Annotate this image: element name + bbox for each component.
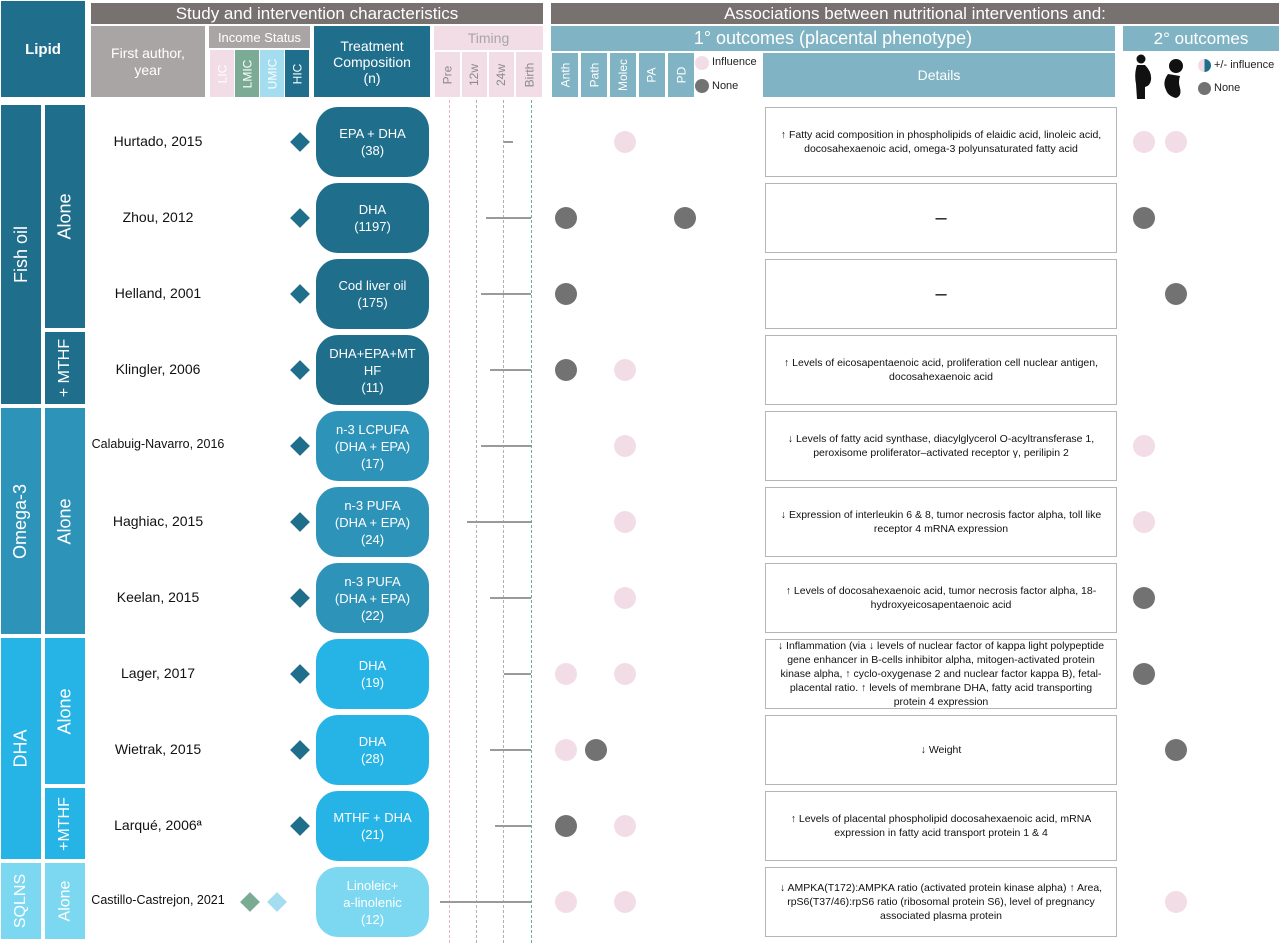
income-marker-hic: [290, 436, 310, 456]
secondary-maternal-none-dot: [1133, 663, 1155, 685]
detail-box: –: [765, 259, 1117, 329]
secondary-maternal-influence-dot: [1133, 511, 1155, 533]
primary-anth-none-dot: [555, 815, 577, 837]
subgroup-dha-mthf: [45, 788, 85, 859]
timing-bar: [504, 141, 513, 143]
first-author-line2: year: [134, 61, 162, 78]
legend-none-dot: [695, 79, 709, 93]
study-author: Wietrak, 2015: [114, 741, 202, 757]
primary-anth-none-dot: [555, 359, 577, 381]
income-marker-lmic: [240, 892, 260, 912]
secondary-infant-influence-dot: [1165, 891, 1187, 913]
timing-pre-label: Pre: [440, 65, 455, 84]
timing-birth-label: Birth: [522, 62, 536, 87]
income-marker-hic: [290, 816, 310, 836]
treatment-composition: [316, 335, 429, 405]
treatment-line: DHA: [358, 202, 387, 217]
detail-box: ↓ Expression of interleukin 6 & 8, tumor necrosis factor alpha, toll like receptor 4 mRNA expression: [765, 487, 1117, 557]
study-author: Helland, 2001: [114, 285, 202, 301]
income-marker-hic: [290, 588, 310, 608]
treatment-composition: [316, 183, 429, 253]
timing-12w-header: [462, 52, 487, 97]
treatment-line: (11): [361, 379, 384, 395]
subgroup-label: +MTHF: [56, 796, 73, 851]
treatment-line: (17): [360, 455, 385, 471]
lipid-group-fish-oil: [1, 105, 41, 404]
legend2-none-dot: [1198, 82, 1211, 95]
legend-influence-label: Influence: [712, 56, 757, 68]
secondary-infant-none-dot: [1165, 283, 1187, 305]
col-anth-header: [552, 53, 578, 97]
study-author: Keelan, 2015: [116, 589, 200, 605]
subgroup-label: Alone: [54, 193, 75, 240]
timing-bar: [481, 293, 531, 295]
subgroup-label: Alone: [54, 687, 75, 735]
treatment-line: (28): [360, 751, 385, 766]
lipid-group-omega3: [1, 408, 41, 634]
income-umic-label: UMIC: [265, 58, 280, 89]
treatment-composition-header: [314, 26, 430, 97]
income-marker-hic: [290, 208, 310, 228]
primary-anth-none-dot: [555, 283, 577, 305]
treatment-line: (24): [360, 531, 385, 547]
treatment-line: (38): [360, 143, 385, 158]
timing-bar: [467, 521, 531, 523]
secondary-maternal-none-dot: [1133, 207, 1155, 229]
col-pa-header: [639, 53, 665, 97]
treatment-line: n-3 PUFA: [344, 497, 401, 513]
subgroup-fish-mthf: [45, 332, 85, 404]
legend-influence-dot: [695, 56, 709, 70]
primary-molec-influence-dot: [614, 891, 636, 913]
study-author: Calabuig-Navarro, 2016: [91, 437, 225, 451]
primary-molec-influence-dot: [614, 511, 636, 533]
treatment-line: MTHF + DHA: [333, 810, 412, 825]
omega3-label: Omega-3: [10, 483, 31, 559]
primary-molec-influence-dot: [614, 435, 636, 457]
timing-bar: [490, 749, 531, 751]
col-molec-label: Molec: [616, 58, 631, 92]
first-author-line1: First author,: [111, 44, 185, 61]
treatment-composition: [316, 107, 429, 177]
pregnant-woman-icon: [1130, 54, 1156, 100]
details-header: Details: [763, 53, 1115, 97]
subgroup-label: Alone: [56, 880, 74, 922]
detail-box: ↑ Fatty acid composition in phospholipids of elaidic acid, linoleic acid, docosahexaenoic acid, omega-3 polyunsaturated fatty acid: [765, 107, 1117, 177]
treatment-composition: [316, 411, 429, 481]
primary-pd-none-dot: [674, 207, 696, 229]
treatment-line: (175): [357, 295, 388, 310]
subgroup-label: + MTHF: [56, 338, 73, 398]
primary-molec-influence-dot: [614, 131, 636, 153]
timing-pre-header: [435, 52, 460, 97]
treatment-composition: [316, 487, 429, 557]
fish-oil-label: Fish oil: [10, 225, 31, 284]
treatment-line: HF: [363, 362, 382, 378]
legend-none-label: None: [712, 80, 739, 92]
detail-box: –: [765, 183, 1117, 253]
subgroup-omega3-alone: [45, 408, 85, 634]
treatment-line: (DHA + EPA): [334, 514, 411, 530]
lipid-header: Lipid: [1, 1, 85, 97]
detail-box: ↑ Levels of docosahexaenoic acid, tumor necrosis factor alpha, 18-hydroxyeicosapentaenoic acid: [765, 563, 1117, 633]
primary-path-none-dot: [585, 739, 607, 761]
primary-molec-influence-dot: [614, 587, 636, 609]
primary-anth-none-dot: [555, 207, 577, 229]
subgroup-label: Alone: [54, 497, 75, 545]
legend-mixed-influence-dot: [1198, 59, 1211, 72]
secondary-maternal-none-dot: [1133, 587, 1155, 609]
secondary-infant-influence-dot: [1165, 131, 1187, 153]
col-path-label: Path: [587, 62, 601, 88]
study-author: Zhou, 2012: [122, 209, 194, 225]
income-marker-umic: [267, 892, 287, 912]
first-author-header: [91, 26, 205, 97]
col-pa-label: PA: [645, 67, 659, 83]
col-pd-header: [668, 53, 694, 97]
primary-anth-influence-dot: [555, 891, 577, 913]
lipid-group-dha: [1, 638, 41, 859]
treatment-line2: Composition: [333, 53, 411, 70]
treatment-line: (DHA + EPA): [334, 438, 411, 454]
subgroup-sqlns-alone: [45, 863, 85, 939]
treatment-composition: [316, 259, 429, 329]
treatment-composition: [316, 563, 429, 633]
col-path-header: [581, 53, 607, 97]
timing-bar: [504, 673, 531, 675]
subgroup-dha-alone: [45, 638, 85, 784]
sqlns-label: SQLNS: [12, 873, 29, 929]
timing-bar: [495, 825, 531, 827]
treatment-line: (DHA + EPA): [334, 590, 411, 606]
detail-box: ↑ Levels of eicosapentaenoic acid, proliferation cell nuclear antigen, docosahexaenoic acid: [765, 335, 1117, 405]
study-author: Klingler, 2006: [115, 361, 201, 377]
timing-birth-header: [516, 52, 542, 97]
treatment-line: (1197): [354, 219, 391, 234]
income-lmic-header: [235, 50, 259, 97]
income-status-header: Income Status: [209, 26, 310, 48]
treatment-line: (19): [360, 675, 385, 690]
secondary-maternal-influence-dot: [1133, 131, 1155, 153]
detail-box: ↓ Inflammation (via ↓ levels of nuclear factor of kappa light polypeptide gene enhancer in B-cells inhibitor alpha, mitogen-activated protein kinase alpha, ↑ cyclo-oxygenase 2 and nuclear factor kappa B), fetal-placental ratio. ↑ levels of membrane DHA, fatty acid transporting protein 4 expression: [765, 639, 1117, 709]
treatment-line1: Treatment: [340, 37, 404, 54]
treatment-line: DHA+EPA+MT: [329, 345, 416, 361]
col-pd-label: PD: [673, 66, 688, 84]
income-marker-hic: [290, 284, 310, 304]
treatment-line: Cod liver oil: [338, 278, 407, 293]
primary-molec-influence-dot: [614, 663, 636, 685]
secondary-outcomes-header: 2° outcomes: [1123, 26, 1279, 51]
primary-anth-influence-dot: [555, 663, 577, 685]
timing-bar: [490, 597, 531, 599]
treatment-composition: [316, 791, 429, 861]
treatment-line: Linoleic+: [346, 877, 399, 893]
treatment-line3: (n): [363, 69, 381, 86]
income-marker-hic: [290, 512, 310, 532]
treatment-composition: [316, 639, 429, 709]
timing-bar: [440, 901, 531, 903]
income-lic-label: LIC: [215, 64, 229, 83]
income-hic-header: [285, 50, 309, 97]
treatment-line: (22): [360, 607, 385, 623]
col-molec-header: [610, 53, 636, 97]
primary-molec-influence-dot: [614, 359, 636, 381]
treatment-line: n-3 LCPUFA: [336, 421, 409, 437]
treatment-line: DHA: [358, 658, 387, 673]
income-lic-header: [210, 50, 234, 97]
treatment-composition: [316, 867, 429, 937]
treatment-line: (21): [360, 827, 385, 842]
detail-box: ↓ Weight: [765, 715, 1117, 785]
treatment-line: (12): [360, 911, 385, 927]
income-marker-hic: [290, 360, 310, 380]
income-hic-label: HIC: [289, 63, 304, 84]
treatment-line: EPA + DHA: [339, 126, 406, 141]
timing-24w-label: 24w: [494, 63, 509, 86]
timing-guide-birth: [531, 100, 532, 943]
study-author: Lager, 2017: [121, 665, 195, 681]
timing-bar: [490, 369, 531, 371]
study-author: Hurtado, 2015: [113, 133, 203, 149]
associations-header: Associations between nutritional interventions and:: [551, 3, 1279, 24]
income-umic-header: [260, 50, 284, 97]
timing-bar: [486, 217, 532, 219]
treatment-composition: [316, 715, 429, 785]
dha-label: DHA: [10, 729, 31, 768]
detail-box: ↑ Levels of placental phospholipid docosahexaenoic acid, mRNA expression in fatty acid transport protein 1 & 4: [765, 791, 1117, 861]
study-author: Castillo-Castrejon, 2021: [91, 893, 225, 907]
detail-box: ↓ AMPKA(T172):AMPKA ratio (activated protein kinase alpha) ↑ Area, rpS6(T37/46):rpS6 ratio (ribosomal protein S6), level of pregnancy associated plasma protein: [765, 867, 1117, 937]
treatment-line: DHA: [358, 734, 387, 749]
lipid-group-sqlns: [1, 863, 41, 939]
income-lmic-label: LMIC: [240, 59, 255, 88]
study-author: Larqué, 2006ª: [114, 817, 202, 833]
income-marker-hic: [290, 740, 310, 760]
primary-outcomes-header: 1° outcomes (placental phenotype): [551, 26, 1115, 51]
study-author: Haghiac, 2015: [112, 513, 204, 529]
treatment-line: n-3 PUFA: [344, 573, 401, 589]
timing-guide-pre: [449, 100, 450, 943]
income-marker-hic: [290, 132, 310, 152]
legend-mixed-influence-label: +/- influence: [1214, 59, 1275, 71]
study-characteristics-header: Study and intervention characteristics: [91, 3, 543, 24]
detail-box: ↓ Levels of fatty acid synthase, diacylglycerol O-acyltransferase 1, peroxisome proliferator–activated receptor γ, perilipin 2: [765, 411, 1117, 481]
secondary-maternal-influence-dot: [1133, 435, 1155, 457]
primary-anth-influence-dot: [555, 739, 577, 761]
timing-24w-header: [489, 52, 514, 97]
infant-icon: [1158, 58, 1188, 100]
timing-header: Timing: [434, 26, 543, 50]
legend2-none-label: None: [1214, 82, 1241, 94]
timing-bar: [481, 445, 531, 447]
secondary-infant-none-dot: [1165, 739, 1187, 761]
income-marker-hic: [290, 664, 310, 684]
col-anth-label: Anth: [558, 62, 572, 88]
treatment-line: a-linolenic: [343, 894, 402, 910]
primary-molec-influence-dot: [614, 815, 636, 837]
subgroup-fish-alone: [45, 105, 85, 328]
timing-12w-label: 12w: [467, 63, 482, 86]
